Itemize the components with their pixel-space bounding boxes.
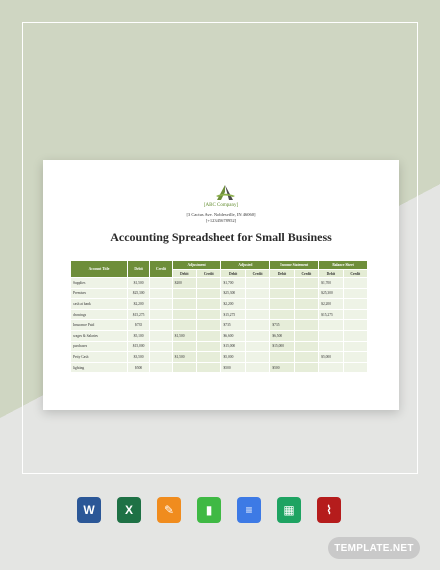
company-logo-icon: [214, 184, 236, 202]
amount-cell: [294, 362, 318, 373]
amount-cell: [343, 341, 367, 352]
amount-cell: [150, 362, 172, 373]
amount-cell: [150, 309, 172, 320]
company-name: [ABC Company]: [203, 203, 239, 208]
amount-cell: $735: [270, 320, 294, 331]
table-row: [71, 352, 368, 363]
pdf-icon[interactable]: [317, 497, 341, 523]
subheader-cell: Debit: [270, 270, 294, 278]
amount-cell: [172, 299, 196, 310]
amount-cell: $735: [221, 320, 245, 331]
subheader-cell: Credit: [197, 270, 221, 278]
amount-cell: [294, 309, 318, 320]
amount-cell: [150, 278, 172, 289]
amount-cell: [343, 299, 367, 310]
account-title-cell: wages & Salaries: [71, 330, 128, 341]
amount-cell: $500: [127, 362, 149, 373]
table-row: [71, 309, 368, 320]
pages-icon[interactable]: [157, 497, 181, 523]
subheader-cell: Credit: [294, 270, 318, 278]
amount-cell: [150, 299, 172, 310]
icon-glyph: ⌇: [326, 503, 332, 517]
amount-cell: [172, 320, 196, 331]
icon-glyph: ✎: [163, 503, 175, 517]
amount-cell: $1,500: [127, 278, 149, 289]
amount-cell: $6,600: [221, 330, 245, 341]
subheader-cell: Debit: [221, 270, 245, 278]
header-adjustment: Adjustment: [172, 261, 221, 270]
amount-cell: [245, 362, 269, 373]
amount-cell: [319, 330, 343, 341]
icon-glyph: ▮: [205, 503, 213, 517]
amount-cell: $5,000: [319, 352, 343, 363]
icon-glyph: W: [83, 503, 95, 517]
subheader-cell: Debit: [172, 270, 196, 278]
amount-cell: $25,300: [319, 288, 343, 299]
amount-cell: $3,500: [127, 352, 149, 363]
amount-cell: [172, 309, 196, 320]
amount-cell: [245, 299, 269, 310]
table-row: [71, 299, 368, 310]
amount-cell: [294, 299, 318, 310]
account-title-cell: Petty Cash: [71, 352, 128, 363]
table-row: [71, 330, 368, 341]
amount-cell: [294, 320, 318, 331]
amount-cell: [319, 320, 343, 331]
header-balance-sheet: Balance Sheet: [319, 261, 368, 270]
amount-cell: [245, 278, 269, 289]
amount-cell: [343, 278, 367, 289]
company-phone: [+12345678952]: [205, 218, 237, 223]
icon-glyph: X: [124, 503, 133, 517]
amount-cell: $15,000: [270, 341, 294, 352]
amount-cell: [245, 320, 269, 331]
amount-cell: [270, 278, 294, 289]
amount-cell: [245, 288, 269, 299]
amount-cell: $1,500: [172, 352, 196, 363]
amount-cell: [150, 330, 172, 341]
company-address: [3 Cactus Ave. Noblesville, IN 46060]: [186, 212, 256, 217]
amount-cell: [197, 341, 221, 352]
numbers-icon[interactable]: [197, 497, 221, 523]
amount-cell: [294, 352, 318, 363]
amount-cell: [343, 288, 367, 299]
amount-cell: $500: [270, 362, 294, 373]
account-title-cell: cash at bank: [71, 299, 128, 310]
google-sheets-icon[interactable]: [277, 497, 301, 523]
table-header-row: [71, 261, 368, 270]
account-title-cell: Supplies: [71, 278, 128, 289]
amount-cell: [150, 352, 172, 363]
amount-cell: $15,275: [221, 309, 245, 320]
amount-cell: [343, 352, 367, 363]
table-row: [71, 320, 368, 331]
amount-cell: [197, 362, 221, 373]
amount-cell: [294, 288, 318, 299]
subheader-cell: Credit: [343, 270, 367, 278]
amount-cell: $200: [172, 278, 196, 289]
amount-cell: $1,700: [221, 278, 245, 289]
amount-cell: [294, 341, 318, 352]
amount-cell: $2,200: [127, 299, 149, 310]
amount-cell: $500: [221, 362, 245, 373]
table-row: [71, 278, 368, 289]
amount-cell: $25,300: [221, 288, 245, 299]
amount-cell: [343, 309, 367, 320]
amount-cell: [294, 330, 318, 341]
header-debit: Debit: [127, 261, 149, 278]
amount-cell: [150, 320, 172, 331]
amount-cell: $1,700: [319, 278, 343, 289]
document-title: Accounting Spreadsheet for Small Business: [110, 230, 332, 244]
subheader-cell: Debit: [319, 270, 343, 278]
amount-cell: [172, 288, 196, 299]
amount-cell: [150, 341, 172, 352]
amount-cell: $2,200: [221, 299, 245, 310]
amount-cell: [270, 352, 294, 363]
amount-cell: [343, 362, 367, 373]
amount-cell: $15,000: [221, 341, 245, 352]
amount-cell: $15,275: [319, 309, 343, 320]
amount-cell: [197, 278, 221, 289]
amount-cell: $1,500: [172, 330, 196, 341]
amount-cell: $735: [127, 320, 149, 331]
amount-cell: [319, 362, 343, 373]
amount-cell: $5,000: [221, 352, 245, 363]
amount-cell: [197, 330, 221, 341]
amount-cell: [150, 288, 172, 299]
google-docs-icon[interactable]: [237, 497, 261, 523]
accounting-table: [70, 260, 368, 373]
amount-cell: [245, 309, 269, 320]
document-preview: [43, 160, 399, 410]
amount-cell: $15,000: [127, 341, 149, 352]
amount-cell: $15,275: [127, 309, 149, 320]
header-adjusted: Adjusted: [221, 261, 270, 270]
account-title-cell: purchases: [71, 341, 128, 352]
amount-cell: $25,300: [127, 288, 149, 299]
amount-cell: [197, 288, 221, 299]
excel-icon[interactable]: [117, 497, 141, 523]
account-title-cell: lighting: [71, 362, 128, 373]
amount-cell: [172, 362, 196, 373]
amount-cell: [319, 341, 343, 352]
amount-cell: [197, 299, 221, 310]
watermark-badge: TEMPLATE.NET: [328, 537, 420, 559]
amount-cell: [197, 352, 221, 363]
amount-cell: [197, 320, 221, 331]
icon-glyph: ≡: [245, 503, 253, 517]
header-account-title: Account Title: [71, 261, 128, 278]
table-row: [71, 362, 368, 373]
account-title-cell: Insurance Paid: [71, 320, 128, 331]
table-row: [71, 341, 368, 352]
amount-cell: $5,100: [127, 330, 149, 341]
account-title-cell: Premises: [71, 288, 128, 299]
header-income-statement: Income Statement: [270, 261, 319, 270]
amount-cell: [294, 278, 318, 289]
amount-cell: [270, 299, 294, 310]
amount-cell: [172, 341, 196, 352]
amount-cell: [245, 330, 269, 341]
amount-cell: $6,500: [270, 330, 294, 341]
amount-cell: [343, 320, 367, 331]
format-icons-bar: [0, 497, 440, 523]
amount-cell: [270, 288, 294, 299]
amount-cell: [270, 309, 294, 320]
amount-cell: [197, 309, 221, 320]
amount-cell: [343, 330, 367, 341]
icon-glyph: ▦: [283, 503, 295, 517]
table-body: [71, 278, 368, 373]
amount-cell: [245, 352, 269, 363]
subheader-cell: Credit: [245, 270, 269, 278]
header-credit: Credit: [150, 261, 172, 278]
amount-cell: [245, 341, 269, 352]
amount-cell: $2,200: [319, 299, 343, 310]
word-icon[interactable]: [77, 497, 101, 523]
table-row: [71, 288, 368, 299]
account-title-cell: drawings: [71, 309, 128, 320]
